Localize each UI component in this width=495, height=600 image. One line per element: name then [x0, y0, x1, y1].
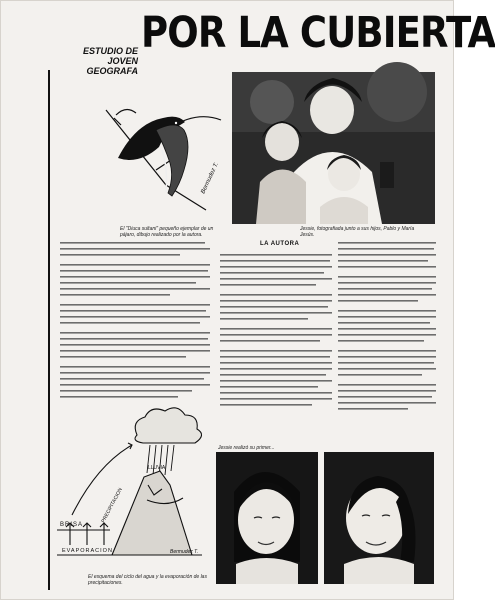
- label-evaporacion: EVAPORACION: [62, 548, 113, 554]
- svg-text:Bermudez T.: Bermudez T.: [200, 161, 221, 195]
- column-2-text: [220, 252, 332, 412]
- portrait-photo-left: [216, 452, 318, 584]
- column-3-text: [338, 240, 436, 415]
- water-cycle-caption: El esquema del ciclo del agua y la evaporación de las precipitaciones.: [88, 574, 207, 586]
- water-cycle-diagram: [52, 405, 214, 575]
- left-rule: [48, 70, 50, 590]
- family-photo: [232, 72, 435, 224]
- label-signature: Bermudez T.: [170, 549, 199, 555]
- bird-caption: El "Diuca sultani" pequeño ejemplar de un pájaro, dibujo realizado por la autora.: [120, 226, 214, 238]
- article-title: POR LA CUBIERTA: [141, 8, 495, 58]
- family-caption: Jessie, fotografiada junto a sus hijos, Pablo y María Jesús.: [300, 226, 415, 238]
- autora-heading: LA AUTORA: [260, 241, 300, 247]
- portrait-photo-right: [324, 452, 434, 584]
- portraits-caption: Jessie realizó su primer...: [218, 445, 275, 451]
- label-precipitacion: PRECIPITACION: [100, 487, 124, 524]
- bird-illustration: [96, 90, 226, 220]
- label-brisa: BRISA: [60, 522, 84, 528]
- article-subtitle: ESTUDIO DE JOVEN GEOGRAFA: [82, 46, 138, 76]
- column-1-text: [60, 240, 210, 405]
- label-lluvia: LLUVIA: [148, 465, 166, 471]
